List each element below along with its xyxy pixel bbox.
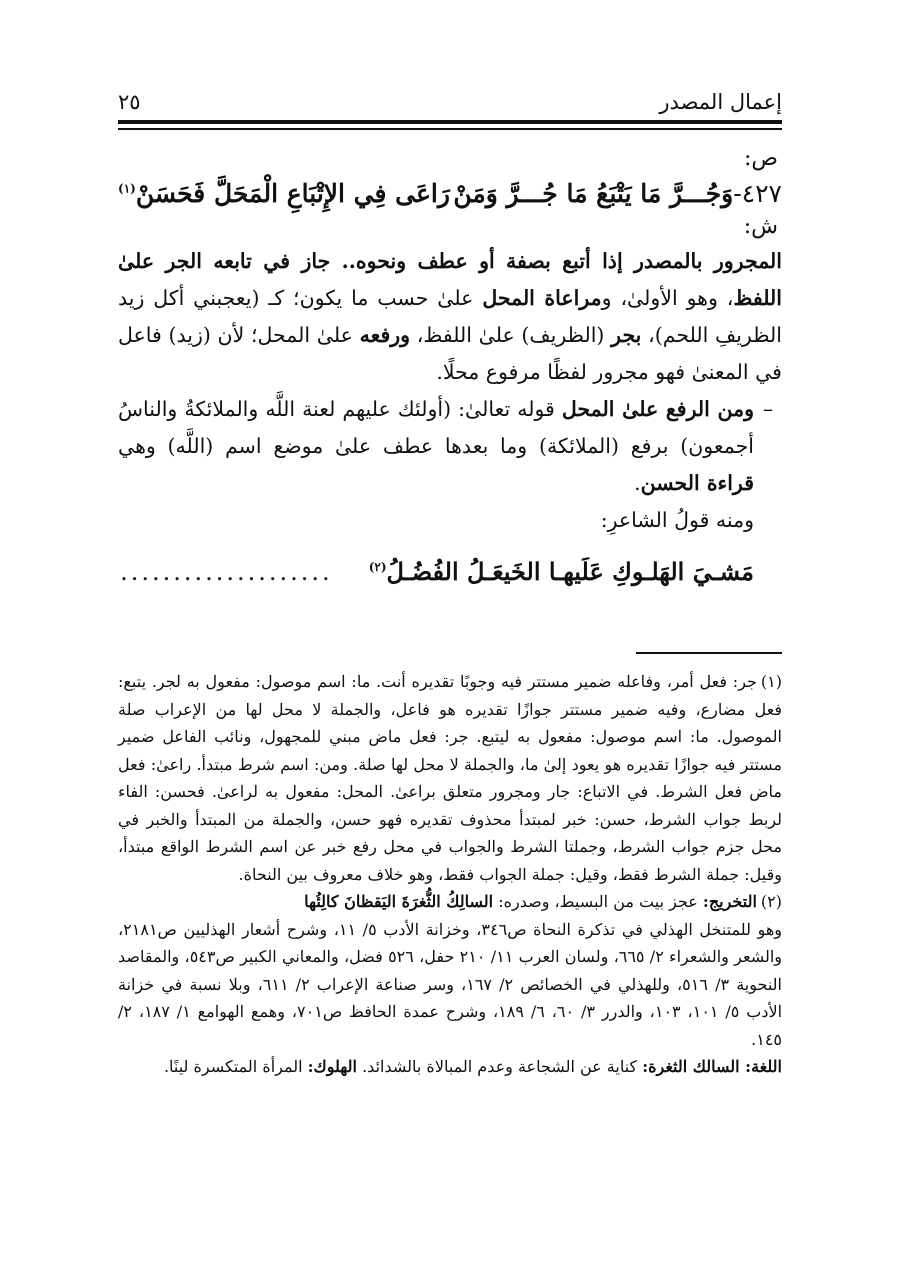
header-rule-thin <box>118 128 782 130</box>
matn-label: ص: <box>743 146 778 171</box>
bullet-paragraph: – ومن الرفع علىٰ المحل قوله تعالىٰ: (أولئك عليهم لعنة اللَّه والملائكةُ والناسُ أجمعون) برفع (الملائكة) وما بعدها عطف علىٰ موضع اسم (اللَّه) وهي قراءة الحسن. <box>118 391 782 502</box>
footnote-2-head: (٢)التخريج: عجز بيت من البسيط، وصدره: السالِكُ الثُّغرَةَ اليَقظانَ كالِئُها <box>304 892 782 911</box>
page-number: ٢٥ <box>118 90 141 114</box>
quoted-verse <box>118 557 754 586</box>
footnote-number: (٢) <box>760 892 782 911</box>
footnotes <box>118 668 782 1081</box>
footnote-ref-1[interactable]: (١) <box>118 181 136 196</box>
footnote-2-sources: وهو للمتنخل الهذلي في تذكرة النحاة ص٣٤٦، وخزانة الأدب ٥/ ١١، وشرح أشعار الهذليين ص٢١٨١، والشعر والشعراء ٢/ ٦٦٥، ولسان العرب ١١/ ٢١٠ حفل، ٥٢٦ فضل، والمعاني الكبير ص٥٤٣، والمقاصد النحوية ٣/ ٥١٦، وللهذلي في الخصائص ٢/ ١٦٧، وسر صناعة الإعراب ٢/ ٦١١، وبلا نسبة في خزانة الأدب ٥/ ١٠١، ١٠٣، والدرر ٣/ ٦٠، ٦/ ١٨٩، وشرح عمدة الحافظ ص٧٠١، وهمع الهوامع ١/ ١٨٧، ٢/ ١٤٥. <box>118 919 783 1049</box>
verse-number: ٤٢٧- <box>733 179 782 208</box>
chapter-title: إعمال المصدر <box>659 90 782 114</box>
explanation-paragraph: المجرور بالمصدر إذا أتبع بصفة أو عطف ونحوه.. جاز في تابعه الجر علىٰ اللفظ، وهو الأولىٰ، ومراعاة المحل علىٰ حسب ما يكون؛ كـ (يعجبني أكل زيد الظريفِ اللحم)، بجر (الظريف) علىٰ اللفظ، ورفعه علىٰ المحل؛ لأن (زيد) فاعل في المعنىٰ فهو مجرور لفظًا مرفوع محلًا. <box>118 249 783 384</box>
bullet-dash: – <box>762 397 774 421</box>
footnote-separator <box>636 652 782 654</box>
footnote-1: (١)جر: فعل أمر، وفاعله ضمير مستتر فيه وجوبًا تقديره أنت. ما: اسم موصول: مفعول به لجر. يتبع: فعل مضارع، وفيه ضمير مستتر جوازًا تقديره هو فاعل، والجملة لا محل لها من الإعراب صلة الموصول. ما: اسم موصول: مفعول به ليتبع. جر: فعل ماض مبني للمجهول، ونائب الفاعل ضمير مستتر فيه جوازًا تقديره هو يعود إلىٰ ما، والجملة لا محل لها صلة. ومن: اسم شرط مبتدأ. راعىٰ: فعل ماض فعل الشرط. في الاتباع: جار ومجرور متعلق براعىٰ. المحل: مفعول به لراعىٰ. فحسن: الفاء لربط جواب الشرط، حسن: خبر لمبتدأ محذوف تقديره فهو حسن، والجملة من المبتدأ والخبر في محل جزم جواب الشرط، وجملتا الشرط والجواب في محل رفع خبر عن اسم الشرط الواقع مبتدأ، وقيل: جملة الشرط فقط، وقيل: جملة الجواب فقط، وهو خلاف معروف بين النحاة. <box>118 672 783 884</box>
footnote-ref-2[interactable]: (٢) <box>368 560 387 574</box>
verse-427 <box>118 179 782 208</box>
running-header <box>118 84 782 114</box>
lexicon-note: اللغة: السالك الثغرة: كناية عن الشجاعة وعدم المبالاة بالشدائد. الهلوك: المرأة المتكسرة لينًا. <box>163 1057 782 1076</box>
elision-dots: .................... <box>120 558 333 586</box>
quoted-verse-text: مَشـيَ الهَلـوكِ عَلَيهـا الخَيعَـلُ الفُضُـلُ$^{(٢)}$ <box>368 557 754 586</box>
main-text <box>118 140 782 586</box>
verse-427-ajz: رَاعَى فِي الإِتْبَاعِ الْمَحَلَّ فَحَسَنْ$^{(١)}$ <box>118 179 450 208</box>
poet-intro: ومنه قولُ الشاعرِ: <box>600 508 754 532</box>
header-rule-thick <box>118 120 782 124</box>
footnote-number: (١) <box>760 672 782 691</box>
sharh-label: ش: <box>743 214 778 239</box>
verse-427-sadr: ٤٢٧-وَجُـــرَّ مَا يَتْبَعُ مَا جُـــرَّ وَمَنْ <box>453 179 782 208</box>
